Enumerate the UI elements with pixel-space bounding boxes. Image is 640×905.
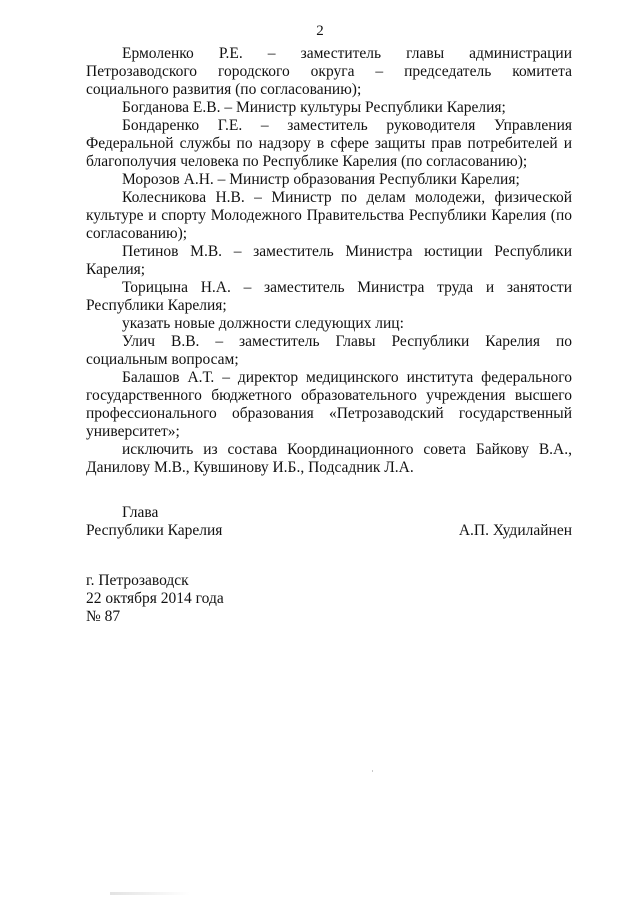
paragraph-morozov: Морозов А.Н. – Министр образования Республики Карелия; (122, 171, 520, 188)
paragraph-toritsyna: Торицына Н.А. – заместитель Министра труда и занятости Республики Карелия; (86, 279, 572, 314)
paragraph-exclusion: исключить из состава Координационного совета Байкову В.А., Данилову М.В., Кувшинову И.Б., Подсадник Л.А. (86, 441, 572, 476)
document-number: № 87 (86, 608, 121, 625)
signatory-title-line2: Республики Карелия (86, 522, 223, 539)
paragraph-balashov: Балашов А.Т. – директор медицинского института федерального государственного бюджетного образовательного учреждения высшего профессионального образования «Петрозаводский государственный университет»; (86, 369, 572, 440)
scan-edge-artifact (110, 892, 190, 895)
paragraph-ermolenko: Ермоленко Р.Е. – заместитель главы администрации Петрозаводского городского округа – председатель комитета социального развития (по согласованию); (86, 45, 572, 98)
document-body (86, 45, 572, 477)
paragraph-bogdanova: Богданова Е.В. – Министр культуры Республики Карелия; (122, 99, 506, 116)
paragraph-petinov: Петинов М.В. – заместитель Министра юстиции Республики Карелия; (86, 243, 572, 278)
page-number: 2 (316, 23, 324, 39)
issue-date: 22 октября 2014 года (86, 590, 224, 607)
signature-block (86, 504, 572, 540)
paragraph-ulich: Улич В.В. – заместитель Главы Республики Карелия по социальным вопросам; (86, 333, 572, 368)
issue-city: г. Петрозаводск (86, 572, 189, 589)
scan-speck (372, 770, 373, 772)
document-footer (86, 572, 386, 626)
signatory-row (86, 522, 572, 540)
paragraph-kolesnikova: Колесникова Н.В. – Министр по делам молодежи, физической культуре и спорту Молодежного Правительства Республики Карелия (по согласованию); (86, 189, 572, 242)
paragraph-bondarenko: Бондаренко Г.Е. – заместитель руководителя Управления Федеральной службы по надзору в сфере защиты прав потребителей и благополучия человека по Республике Карелия (по согласованию); (86, 117, 572, 170)
signatory-name: А.П. Худилайнен (458, 522, 572, 539)
paragraph-new-positions-intro: указать новые должности следующих лиц: (122, 315, 404, 332)
signatory-title-line1: Глава (122, 504, 159, 521)
